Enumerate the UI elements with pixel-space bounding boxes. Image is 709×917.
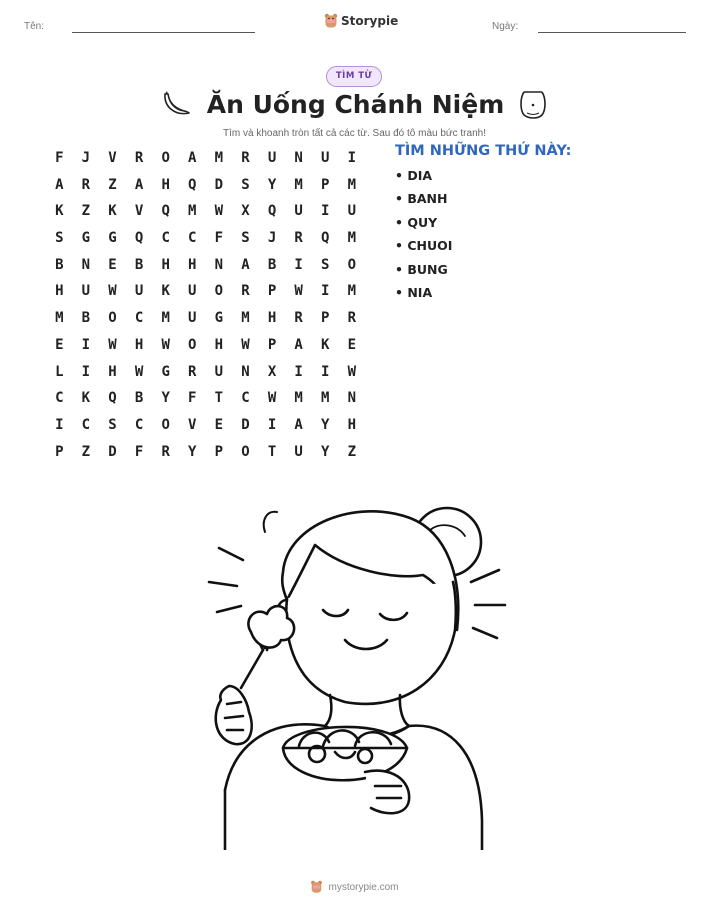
grid-cell[interactable]: X xyxy=(267,363,277,380)
brand-name: Storypie xyxy=(341,14,399,28)
grid-cell[interactable]: Y xyxy=(161,390,170,407)
grid-cell[interactable]: V xyxy=(108,150,117,166)
grid-cell[interactable]: Z xyxy=(81,443,91,460)
grid-row xyxy=(46,252,365,279)
grid-row xyxy=(46,278,365,305)
grid-cell[interactable]: M xyxy=(241,310,250,327)
grid-cell[interactable]: M xyxy=(214,150,224,166)
grid-row xyxy=(46,225,365,252)
grid-cell[interactable]: G xyxy=(161,363,170,380)
grid-cell[interactable]: H xyxy=(108,363,117,380)
grid-cell[interactable]: T xyxy=(214,390,224,407)
grid-cell[interactable]: B xyxy=(267,256,277,273)
word-item-bung: • BUNG xyxy=(395,261,448,277)
grid-cell[interactable]: V xyxy=(188,416,197,433)
grid-cell[interactable]: M xyxy=(188,203,197,220)
grid-cell[interactable]: W xyxy=(108,336,117,353)
storypie-footer-icon xyxy=(310,880,323,894)
girl-eating-salad-illustration xyxy=(195,490,515,850)
grid-row xyxy=(46,172,365,199)
grid-cell[interactable]: U xyxy=(188,310,197,327)
grid-cell[interactable]: Q xyxy=(161,203,170,220)
word-item-quy: • QUY xyxy=(395,214,438,230)
grid-cell[interactable]: B xyxy=(81,310,91,327)
grid-cell[interactable]: A xyxy=(134,176,144,193)
grid-row xyxy=(46,412,365,439)
grid-cell[interactable]: R xyxy=(347,310,357,327)
grid-cell[interactable]: X xyxy=(241,203,250,220)
grid-cell[interactable]: K xyxy=(161,283,170,300)
grid-cell[interactable]: P xyxy=(214,443,224,460)
belly-icon xyxy=(518,88,548,120)
grid-cell[interactable]: W xyxy=(161,336,170,353)
grid-cell[interactable]: N xyxy=(241,363,250,380)
grid-cell[interactable]: L xyxy=(55,363,64,380)
grid-cell[interactable]: G xyxy=(108,230,117,247)
grid-cell[interactable]: U xyxy=(267,150,277,166)
grid-cell[interactable]: O xyxy=(347,256,357,273)
grid-cell[interactable]: C xyxy=(81,416,91,433)
grid-cell[interactable]: Q xyxy=(188,176,197,193)
grid-cell[interactable]: K xyxy=(81,390,91,407)
grid-cell[interactable]: U xyxy=(321,150,330,166)
grid-cell[interactable]: N xyxy=(214,256,224,273)
grid-cell[interactable]: J xyxy=(267,230,277,247)
page-title: Ăn Uống Chánh Niệm xyxy=(206,89,505,119)
grid-row xyxy=(46,332,365,359)
grid-cell[interactable]: U xyxy=(294,443,303,460)
grid-cell[interactable]: R xyxy=(241,150,250,166)
grid-cell[interactable]: W xyxy=(134,363,144,380)
grid-cell[interactable]: E xyxy=(108,256,117,273)
grid-cell[interactable]: H xyxy=(267,310,277,327)
grid-cell[interactable]: C xyxy=(188,230,197,247)
grid-cell[interactable]: S xyxy=(241,230,250,247)
grid-cell[interactable]: K xyxy=(55,203,64,220)
grid-cell[interactable]: P xyxy=(321,176,330,193)
grid-cell[interactable]: O xyxy=(161,150,170,166)
grid-cell[interactable]: Q xyxy=(321,230,330,247)
grid-cell[interactable]: I xyxy=(267,416,277,433)
grid-cell[interactable]: H xyxy=(134,336,144,353)
grid-cell[interactable]: D xyxy=(108,443,117,460)
grid-cell[interactable]: C xyxy=(134,310,144,327)
grid-cell[interactable]: Z xyxy=(347,443,357,460)
grid-cell[interactable]: H xyxy=(214,336,224,353)
grid-cell[interactable]: Y xyxy=(321,416,330,433)
grid-cell[interactable]: Q xyxy=(267,203,277,220)
grid-cell[interactable]: V xyxy=(134,203,144,220)
grid-cell[interactable]: H xyxy=(55,283,64,300)
grid-cell[interactable]: E xyxy=(214,416,224,433)
grid-row xyxy=(46,359,365,386)
grid-cell[interactable]: A xyxy=(294,416,303,433)
grid-cell[interactable]: R xyxy=(241,283,250,300)
grid-cell[interactable]: U xyxy=(188,283,197,300)
grid-cell[interactable]: W xyxy=(214,203,224,220)
grid-cell[interactable]: R xyxy=(294,310,303,327)
grid-cell[interactable]: B xyxy=(134,390,144,407)
grid-cell[interactable]: Z xyxy=(108,176,117,193)
date-field-line[interactable] xyxy=(538,32,686,33)
grid-cell[interactable]: D xyxy=(241,416,250,433)
grid-cell[interactable]: K xyxy=(108,203,117,220)
grid-cell[interactable]: T xyxy=(267,443,277,460)
word-list xyxy=(395,143,571,308)
grid-cell[interactable]: J xyxy=(81,150,91,166)
grid-cell[interactable]: B xyxy=(134,256,144,273)
grid-cell[interactable]: N xyxy=(347,390,357,407)
grid-cell[interactable]: U xyxy=(294,203,303,220)
grid-cell[interactable]: U xyxy=(81,283,91,300)
grid-cell[interactable]: H xyxy=(161,256,170,273)
grid-cell[interactable]: P xyxy=(267,283,277,300)
name-field-line[interactable] xyxy=(72,32,255,33)
grid-cell[interactable]: I xyxy=(321,363,330,380)
grid-cell[interactable]: W xyxy=(241,336,250,353)
grid-cell[interactable]: F xyxy=(214,230,224,247)
grid-cell[interactable]: S xyxy=(108,416,117,433)
grid-cell[interactable]: I xyxy=(81,363,91,380)
brand-logo xyxy=(324,13,398,29)
title-row xyxy=(0,88,709,120)
grid-cell[interactable]: C xyxy=(55,390,64,407)
grid-cell[interactable]: M xyxy=(321,390,330,407)
grid-cell[interactable]: P xyxy=(55,443,64,460)
grid-cell[interactable]: Y xyxy=(321,443,330,460)
word-item-nia: • NIA xyxy=(395,284,433,300)
grid-cell[interactable]: G xyxy=(214,310,224,327)
grid-cell[interactable]: I xyxy=(294,363,303,380)
grid-cell[interactable]: I xyxy=(81,336,91,353)
grid-cell[interactable]: O xyxy=(241,443,250,460)
grid-cell[interactable]: W xyxy=(267,390,277,407)
grid-cell[interactable]: C xyxy=(241,390,250,407)
word-list-heading: TÌM NHỮNG THỨ NÀY: xyxy=(395,143,572,159)
grid-cell[interactable]: C xyxy=(161,230,170,247)
activity-badge: TÌM TỪ xyxy=(326,66,382,87)
grid-cell[interactable]: B xyxy=(55,256,64,273)
grid-cell[interactable]: M xyxy=(161,310,170,327)
grid-cell[interactable]: N xyxy=(294,150,303,166)
grid-cell[interactable]: Q xyxy=(134,230,144,247)
grid-cell[interactable]: H xyxy=(347,416,357,433)
grid-cell[interactable]: E xyxy=(55,336,64,353)
grid-cell[interactable]: E xyxy=(347,336,357,353)
grid-cell[interactable]: M xyxy=(55,310,64,327)
grid-cell[interactable]: I xyxy=(294,256,303,273)
grid-cell[interactable]: Y xyxy=(188,443,197,460)
grid-cell[interactable]: I xyxy=(321,203,330,220)
grid-cell[interactable]: M xyxy=(294,176,303,193)
instructions: Tìm và khoanh tròn tất cả các từ. Sau đó tô màu bức tranh! xyxy=(223,128,486,139)
grid-cell[interactable]: F xyxy=(134,443,144,460)
grid-row xyxy=(46,145,365,172)
grid-cell[interactable]: W xyxy=(108,283,117,300)
grid-row xyxy=(46,198,365,225)
grid-cell[interactable]: R xyxy=(134,150,144,166)
grid-cell[interactable]: G xyxy=(81,230,91,247)
grid-cell[interactable]: O xyxy=(188,336,197,353)
grid-cell[interactable]: U xyxy=(214,363,224,380)
grid-cell[interactable]: M xyxy=(294,390,303,407)
grid-cell[interactable]: Z xyxy=(81,203,91,220)
grid-cell[interactable]: A xyxy=(188,150,197,166)
grid-cell[interactable]: N xyxy=(81,256,91,273)
grid-row xyxy=(46,385,365,412)
grid-cell[interactable]: A xyxy=(241,256,250,273)
grid-row xyxy=(46,305,365,332)
grid-cell[interactable]: Q xyxy=(108,390,117,407)
grid-cell[interactable]: A xyxy=(294,336,303,353)
grid-cell[interactable]: S xyxy=(55,230,64,247)
grid-cell[interactable]: R xyxy=(81,176,91,193)
grid-cell[interactable]: K xyxy=(321,336,330,353)
banana-icon xyxy=(161,89,193,119)
grid-cell[interactable]: R xyxy=(161,443,170,460)
grid-cell[interactable]: M xyxy=(347,230,357,247)
grid-cell[interactable]: S xyxy=(321,256,330,273)
grid-cell[interactable]: D xyxy=(214,176,224,193)
grid-cell[interactable]: I xyxy=(55,416,64,433)
word-search-grid xyxy=(46,145,365,465)
grid-cell[interactable]: Y xyxy=(267,176,277,193)
grid-row xyxy=(46,439,365,466)
grid-cell[interactable]: C xyxy=(134,416,144,433)
storypie-bear-icon xyxy=(324,13,338,29)
grid-cell[interactable]: P xyxy=(267,336,277,353)
grid-cell[interactable]: R xyxy=(294,230,303,247)
grid-cell[interactable]: W xyxy=(347,363,357,380)
grid-cell[interactable]: M xyxy=(347,283,357,300)
grid-cell[interactable]: F xyxy=(55,150,64,166)
grid-cell[interactable]: I xyxy=(347,150,357,166)
grid-cell[interactable]: S xyxy=(241,176,250,193)
grid-cell[interactable]: F xyxy=(188,390,197,407)
grid-cell[interactable]: O xyxy=(108,310,117,327)
grid-cell[interactable]: P xyxy=(321,310,330,327)
grid-cell[interactable]: U xyxy=(347,203,357,220)
word-item-banh: • BANH xyxy=(395,191,448,207)
grid-cell[interactable]: A xyxy=(55,176,64,193)
grid-cell[interactable]: R xyxy=(188,363,197,380)
word-item-dia: • DIA xyxy=(395,168,433,183)
grid-cell[interactable]: O xyxy=(161,416,170,433)
grid-cell[interactable]: I xyxy=(321,283,330,300)
date-label: Ngày: xyxy=(492,21,519,32)
grid-cell[interactable]: M xyxy=(347,176,357,193)
grid-cell[interactable]: O xyxy=(214,283,224,300)
grid-cell[interactable]: W xyxy=(294,283,303,300)
grid-cell[interactable]: H xyxy=(161,176,170,193)
grid-cell[interactable]: H xyxy=(188,256,197,273)
name-label: Tên: xyxy=(24,21,45,32)
grid-cell[interactable]: U xyxy=(134,283,144,300)
word-item-chuoi: • CHUOI xyxy=(395,238,453,254)
footer xyxy=(0,880,709,894)
footer-url: mystorypie.com xyxy=(328,881,399,893)
